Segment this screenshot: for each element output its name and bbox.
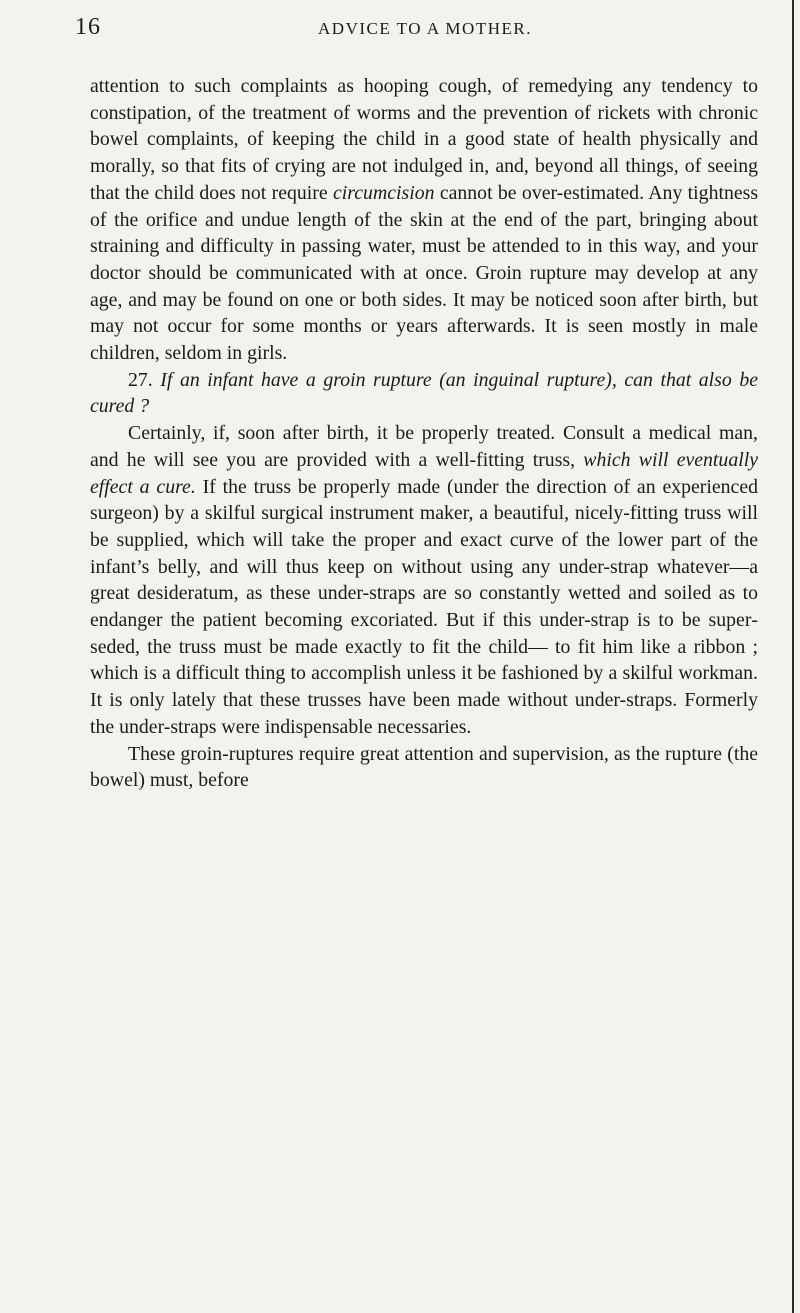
italic-term: circumcision [333, 181, 435, 204]
answer-paragraph [90, 420, 758, 740]
paragraph-text: If the truss be properly made (under the direction of an experienced surgeon) by a skilful surgical instrument maker, a beautiful, nicely-fitting truss will be supplied, which will take the proper and exact curve of the lower part of the infant’s belly, and will thus keep on without using any under-strap whatever—a great desideratum, as these under-straps are so constantly wetted and soiled as to endanger the patient becoming excoriated. But if this under-strap is to be superseded, the truss must be made exactly to fit the child— to fit him like a ribbon ; which is a difficult thing to accomplish unless it be fashioned by a skilful workman. It is only lately that these trusses have been made without under-straps. Formerly the under-straps were indispensable necessaries. [90, 475, 758, 738]
italic-phrase: which will eventually effect a cure. [90, 448, 758, 498]
paragraph-continued [90, 73, 758, 367]
paragraph-text: cannot be over-estimated. Any tightness of the orifice and undue length of the skin at the end of the part, bringing about straining and difficulty in passing water, must be attended to in this way, and your doctor should be communicated with at once. Groin rupture may develop at any age, and may be found on one or both sides. It may be noticed soon after birth, but may not occur for some months or years afterwards. It is seen mostly in male children, seldom in girls. [90, 181, 759, 365]
paragraph-text: These groin-ruptures require great attention and supervision, as the rupture (the bowel) must, before [90, 742, 758, 792]
paragraph-final [90, 741, 758, 794]
page-body [90, 73, 758, 794]
question-text: If an infant have a groin rupture (an inguinal rupture), can that also be cured ? [90, 368, 758, 418]
question-27 [90, 367, 758, 420]
question-number: 27. [128, 368, 153, 391]
page-edge [792, 0, 794, 1313]
paragraph-text: Certainly, if, soon after birth, it be properly treated. Consult a medical man, and he will see you are provided with a well-fitting truss, [90, 422, 758, 471]
running-head [75, 14, 755, 42]
page-number: 16 [75, 14, 101, 40]
running-title: ADVICE TO A MOTHER. [318, 19, 532, 38]
paragraph-text: attention to such complaints as hooping cough, of remedying any tendency to constipation, of the treatment of worms and the prevention of rickets with chronic bowel complaints, of keeping the child in a good state of health physically and morally, so that fits of crying are not indulged in, and, beyond all things, of seeing that the child does not require [90, 75, 758, 204]
